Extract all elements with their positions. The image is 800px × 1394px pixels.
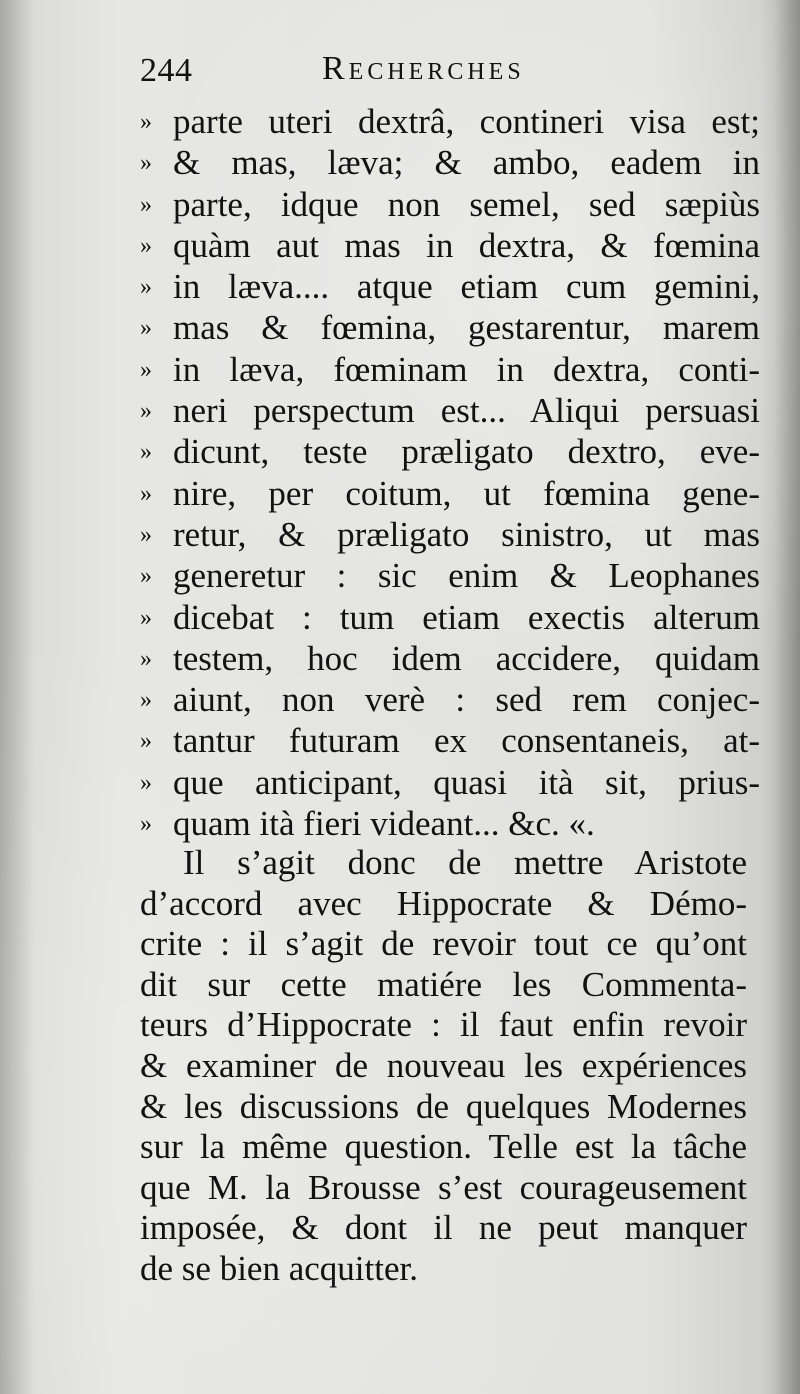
quote-line: [140, 349, 760, 390]
quote-line-text: aiunt, non verè : sed rem conjec-: [173, 680, 760, 720]
quote-line: [140, 431, 760, 472]
paragraph-line: teurs d’Hippocrate : il faut enfin revoir: [140, 1005, 747, 1045]
quote-marker: »: [140, 769, 152, 796]
paragraph-line: sur la même question. Telle est la tâche: [140, 1127, 747, 1167]
quote-line-text: quàm aut mas in dextra, & fœmina: [173, 225, 760, 265]
page-left-shadow: [0, 0, 34, 1394]
quote-line: [140, 473, 760, 514]
page-edge-shadow: [774, 0, 800, 1394]
quote-marker: »: [140, 232, 152, 259]
paragraph-line: & les discussions de quelques Modernes: [140, 1086, 747, 1126]
quote-line-text: parte uteri dextrâ, contineri visa est;: [173, 102, 760, 141]
quote-line-text: testem, hoc idem accidere, quidam: [173, 638, 760, 678]
quote-line-text: nire, per coitum, ut fœmina gene-: [173, 473, 760, 513]
quote-line: [140, 390, 760, 431]
page-number: 244: [140, 52, 193, 89]
quote-marker: »: [140, 728, 152, 755]
quoted-passage: [140, 101, 760, 844]
quote-marker: »: [140, 687, 152, 714]
quote-line-text: que anticipant, quasi ità sit, prius-: [173, 762, 760, 802]
quote-line: [140, 266, 760, 307]
quote-line-text: in læva.... atque etiam cum gemini,: [173, 267, 760, 307]
quote-line: [140, 307, 760, 348]
paragraph-line: que M. la Brousse s’est courageusement: [140, 1167, 747, 1207]
quote-line-text: tantur futuram ex consentaneis, at-: [173, 721, 760, 761]
quote-line: [140, 142, 760, 183]
quote-marker: »: [140, 274, 152, 301]
paragraph-line: Il s’agit donc de mettre Aristote: [183, 843, 747, 882]
paragraph-line: dit sur cette matiére les Commenta-: [140, 964, 747, 1004]
quote-marker: »: [140, 521, 152, 548]
quote-marker: »: [140, 604, 152, 631]
paragraph-line: de se bien acquitter.: [140, 1248, 418, 1288]
paragraph-line: crite : il s’agit de revoir tout ce qu’ont: [140, 924, 747, 964]
quote-line-text: retur, & præligato sinistro, ut mas: [173, 514, 760, 554]
quote-marker: »: [140, 439, 152, 466]
quote-line-text: generetur : sic enim & Leophanes: [173, 556, 760, 596]
quote-line: [140, 679, 760, 720]
paragraph-line: & examiner de nouveau les expériences: [140, 1045, 747, 1085]
quote-marker: »: [140, 356, 152, 383]
quote-marker: »: [140, 480, 152, 507]
quote-line: [140, 514, 760, 555]
page-header: [140, 50, 750, 95]
quote-line-text: quam ità fieri videant... &c. «.: [173, 804, 595, 844]
quote-marker: »: [140, 811, 152, 838]
paragraph-line: d’accord avec Hippocrate & Démo-: [140, 883, 747, 923]
paragraph-line: imposée, & dont il ne peut manquer: [140, 1208, 747, 1248]
quote-marker: »: [140, 563, 152, 590]
quote-line: [140, 762, 760, 803]
quote-line: [140, 720, 760, 761]
quote-line-text: parte, idque non semel, sed sæpiùs: [173, 184, 760, 224]
quote-line: [140, 225, 760, 266]
quote-line: [140, 638, 760, 679]
quote-line-text: mas & fœmina, gestarentur, marem: [173, 308, 760, 348]
quote-line-text: in læva, fœminam in dextra, conti-: [173, 349, 760, 389]
quote-line-text: neri perspectum est... Aliqui persuasi: [173, 391, 760, 431]
quote-line: [140, 101, 760, 142]
quote-marker: »: [140, 315, 152, 342]
quote-marker: »: [140, 645, 152, 672]
quote-line-text: & mas, læva; & ambo, eadem in: [173, 143, 760, 183]
body-paragraph: [140, 843, 747, 1290]
quote-line: [140, 803, 760, 844]
quote-marker: »: [140, 150, 152, 177]
quote-marker: »: [140, 398, 152, 425]
quote-marker: »: [140, 109, 152, 135]
running-head: Recherches: [322, 50, 525, 87]
quote-line: [140, 597, 760, 638]
quote-line-text: dicunt, teste præligato dextro, eve-: [173, 432, 760, 472]
quote-line: [140, 555, 760, 596]
quote-line-text: dicebat : tum etiam exectis alterum: [173, 597, 760, 637]
quote-marker: »: [140, 191, 152, 218]
quote-line: [140, 184, 760, 225]
